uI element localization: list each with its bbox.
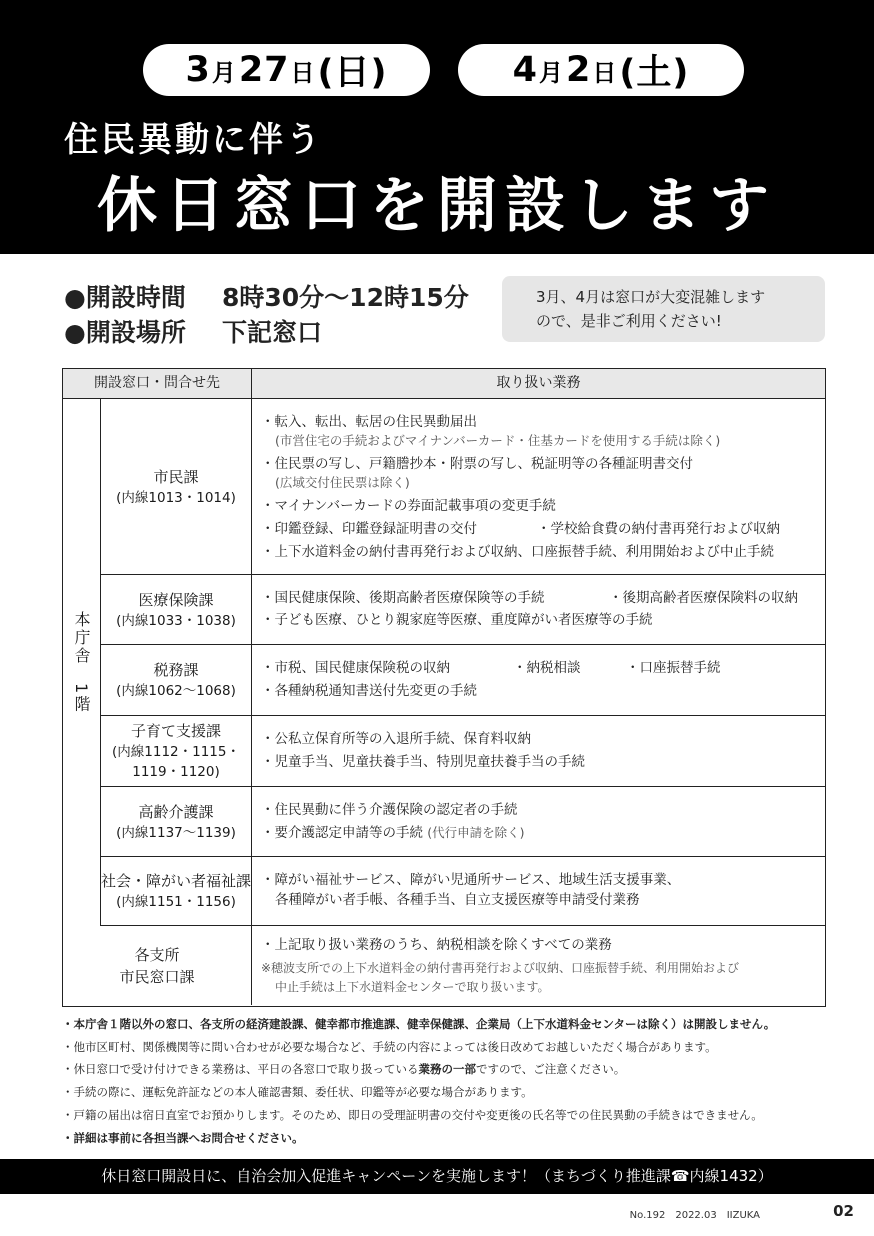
note-bold: ・詳細は事前に各担当課へお問合せください。 (62, 1130, 304, 1145)
note-item (62, 1013, 775, 1036)
date1-month: 3 (185, 50, 211, 90)
duties-zeimu (252, 645, 825, 716)
opening-place (64, 313, 322, 349)
header-services: 取り扱い業務 (496, 375, 581, 391)
date-pill-1 (143, 44, 430, 96)
dept-kosodate (101, 716, 252, 787)
date2-day-unit: 日 (592, 58, 617, 87)
duty-line: ・障がい福祉サービス、障がい児通所サービス、地域生活支援事業、 (261, 872, 681, 888)
date2-month-unit: 月 (539, 58, 563, 87)
duty-item: ・納税相談 (513, 660, 581, 676)
dept-name: 医療保険課 (138, 590, 214, 609)
opening-place-value: 下記窓口 (222, 318, 323, 347)
duty-item: ・後期高齢者医療保険料の収納 (609, 590, 798, 606)
dept-extension: (内線1013・1014) (116, 489, 236, 506)
date2-month: 4 (512, 50, 538, 90)
campaign-banner: 休日窓口開設日に、自治会加入促進キャンペーンを実施します！（まちづくり推進課☎内線1432） (0, 1159, 874, 1194)
date1-weekday: (日) (317, 53, 388, 93)
dept-name: 高齢介護課 (138, 802, 214, 821)
duties-iryo-hoken (252, 575, 825, 645)
note-item (62, 1104, 775, 1127)
date2-day: 2 (566, 50, 592, 90)
dept-shakai-fukushi (101, 857, 252, 926)
duty-item: ・印鑑登録、印鑑登録証明書の交付 (261, 521, 477, 537)
branch-office (63, 926, 252, 1005)
page-title: 休日窓口を開設します (97, 171, 777, 241)
duty-sub-line: (広域交付住民票は除く) (275, 475, 410, 490)
dept-extension: (内線1137〜1139) (116, 824, 236, 841)
dept-extension: (内線1151・1156) (116, 894, 236, 910)
opening-hours (64, 278, 469, 314)
date2-weekday: (土) (619, 53, 690, 93)
note-bold: ・本庁舎１階以外の窓口、各支所の経済建設課、健幸都市推進課、健幸保健課、企業局（上下水道料金センターは除く）は開設しません。 (62, 1017, 776, 1031)
note-item (62, 1081, 775, 1104)
issue-info: No.192 2022.03 IIZUKA (629, 1210, 760, 1221)
duty-item: ・口座振替手続 (626, 660, 721, 676)
date-pill-2 (458, 44, 744, 96)
note-text: ・手続の際に、運転免許証などの本人確認書類、委任状、印鑑等が必要な場合があります。 (62, 1085, 533, 1100)
duty-line-triple (261, 658, 721, 678)
duties-branch (252, 926, 825, 1005)
notes-list (62, 1013, 775, 1149)
duty-line-pair (261, 519, 780, 539)
branch-name-1: 各支所 (134, 945, 180, 964)
duty-line-cont: 各種障がい者手帳、各種手当、自立支援医療等申請受付業務 (275, 892, 640, 908)
note-text: ・戸籍の届出は宿日直室でお預かりします。そのため、即日の受理証明書の交付や変更後の氏名等での住民異動の手続きはできません。 (62, 1107, 763, 1122)
notice-line-2: ので、是非ご利用ください! (536, 312, 722, 330)
branch-note: ※穂波支所での上下水道料金の納付書再発行および収納、口座振替手続、利用開始および (261, 961, 740, 975)
opening-place-label: ●開設場所 (64, 318, 186, 347)
duty-sub-line: (市営住宅の手続およびマイナンバーカード・住基カードを使用する手続は除く) (275, 433, 721, 448)
duties-shimin (252, 399, 825, 575)
page-subtitle: 住民異動に伴う (64, 120, 323, 160)
duty-line: ・上記取り扱い業務のうち、納税相談を除くすべての業務 (261, 937, 612, 953)
duty-note: (代行申請を除く) (427, 825, 525, 840)
branch-name-2: 市民窓口課 (119, 967, 195, 986)
duty-line: ・上下水道料金の納付書再発行および収納、口座振替手続、利用開始および中止手続 (261, 544, 774, 560)
duties-korei-kaigo (252, 787, 825, 857)
note-item (62, 1058, 775, 1081)
dept-name: 市民課 (153, 467, 199, 486)
note-text: ですので、ご注意ください。 (476, 1062, 626, 1077)
dept-shimin (101, 399, 252, 575)
duty-line: ・マイナンバーカードの券面記載事項の変更手続 (261, 498, 556, 514)
main-building-label (63, 399, 101, 926)
opening-hours-value: 8時30分〜12時15分 (222, 283, 469, 312)
date1-day-unit: 日 (290, 58, 315, 87)
dept-name: 社会・障がい者福祉課 (101, 872, 252, 890)
duties-shakai-fukushi (252, 857, 825, 926)
dept-korei-kaigo (101, 787, 252, 857)
note-text: ・他市区町村、関係機関等に問い合わせが必要な場合など、手続の内容によっては後日改めてお越しいただく場合があります。 (62, 1039, 717, 1054)
header-window: 開設窓口・問合せ先 (63, 369, 252, 399)
duty-item: ・国民健康保険、後期高齢者医療保険等の手続 (261, 590, 545, 606)
page-number: 02 (833, 1202, 854, 1220)
header-banner (0, 0, 874, 254)
dept-name: 税務課 (153, 661, 199, 679)
opening-hours-label: ●開設時間 (64, 283, 186, 312)
duty-line: ・各種納税通知書送付先変更の手続 (261, 683, 477, 699)
date1-month-unit: 月 (211, 58, 236, 87)
dept-extension: (内線1062〜1068) (116, 683, 236, 699)
note-text: ・休日窓口で受け付けできる業務は、平日の各窓口で取り扱っている (62, 1062, 419, 1077)
dept-extension: (内線1033・1038) (116, 612, 236, 629)
dept-extension-cont: 1119・1120) (132, 764, 220, 780)
service-table (62, 368, 826, 1007)
duty-line: ・公私立保育所等の入退所手続、保育料収納 (261, 731, 531, 747)
duty-item: ・学校給食費の納付書再発行および収納 (537, 521, 780, 537)
duty-line: ・子ども医療、ひとり親家庭等医療、重度障がい者医療等の手続 (261, 612, 653, 628)
duty-line-pair (261, 588, 798, 608)
note-bold: 業務の一部 (418, 1062, 476, 1077)
duty-item: ・要介護認定申請等の手続 (261, 825, 423, 841)
duty-item: ・市税、国民健康保険税の収納 (261, 660, 450, 676)
date1-day: 27 (238, 50, 290, 90)
duty-line: ・転入、転出、転居の住民異動届出 (261, 414, 477, 430)
congestion-notice (502, 276, 825, 342)
branch-note-cont: 中止手続は上下水道料金センターで取り扱います。 (275, 980, 550, 994)
note-item (62, 1036, 775, 1059)
duty-line: ・児童手当、児童扶養手当、特別児童扶養手当の手続 (261, 754, 585, 770)
duty-line: ・住民異動に伴う介護保険の認定者の手続 (261, 802, 518, 818)
table-header (63, 369, 825, 399)
notice-line-1: 3月、4月は窓口が大変混雑します (536, 288, 766, 306)
dept-zeimu (101, 645, 252, 716)
dept-extension: (内線1112・1115・ (112, 744, 240, 760)
duty-line-with-note (261, 823, 525, 843)
dept-name: 子育て支援課 (130, 722, 221, 740)
dept-iryo-hoken (101, 575, 252, 645)
main-building-text: 本庁舎 1階 (72, 611, 91, 714)
duties-kosodate (252, 716, 825, 787)
duty-line: ・住民票の写し、戸籍謄抄本・附票の写し、税証明等の各種証明書交付 (261, 456, 693, 472)
note-item (62, 1127, 775, 1150)
